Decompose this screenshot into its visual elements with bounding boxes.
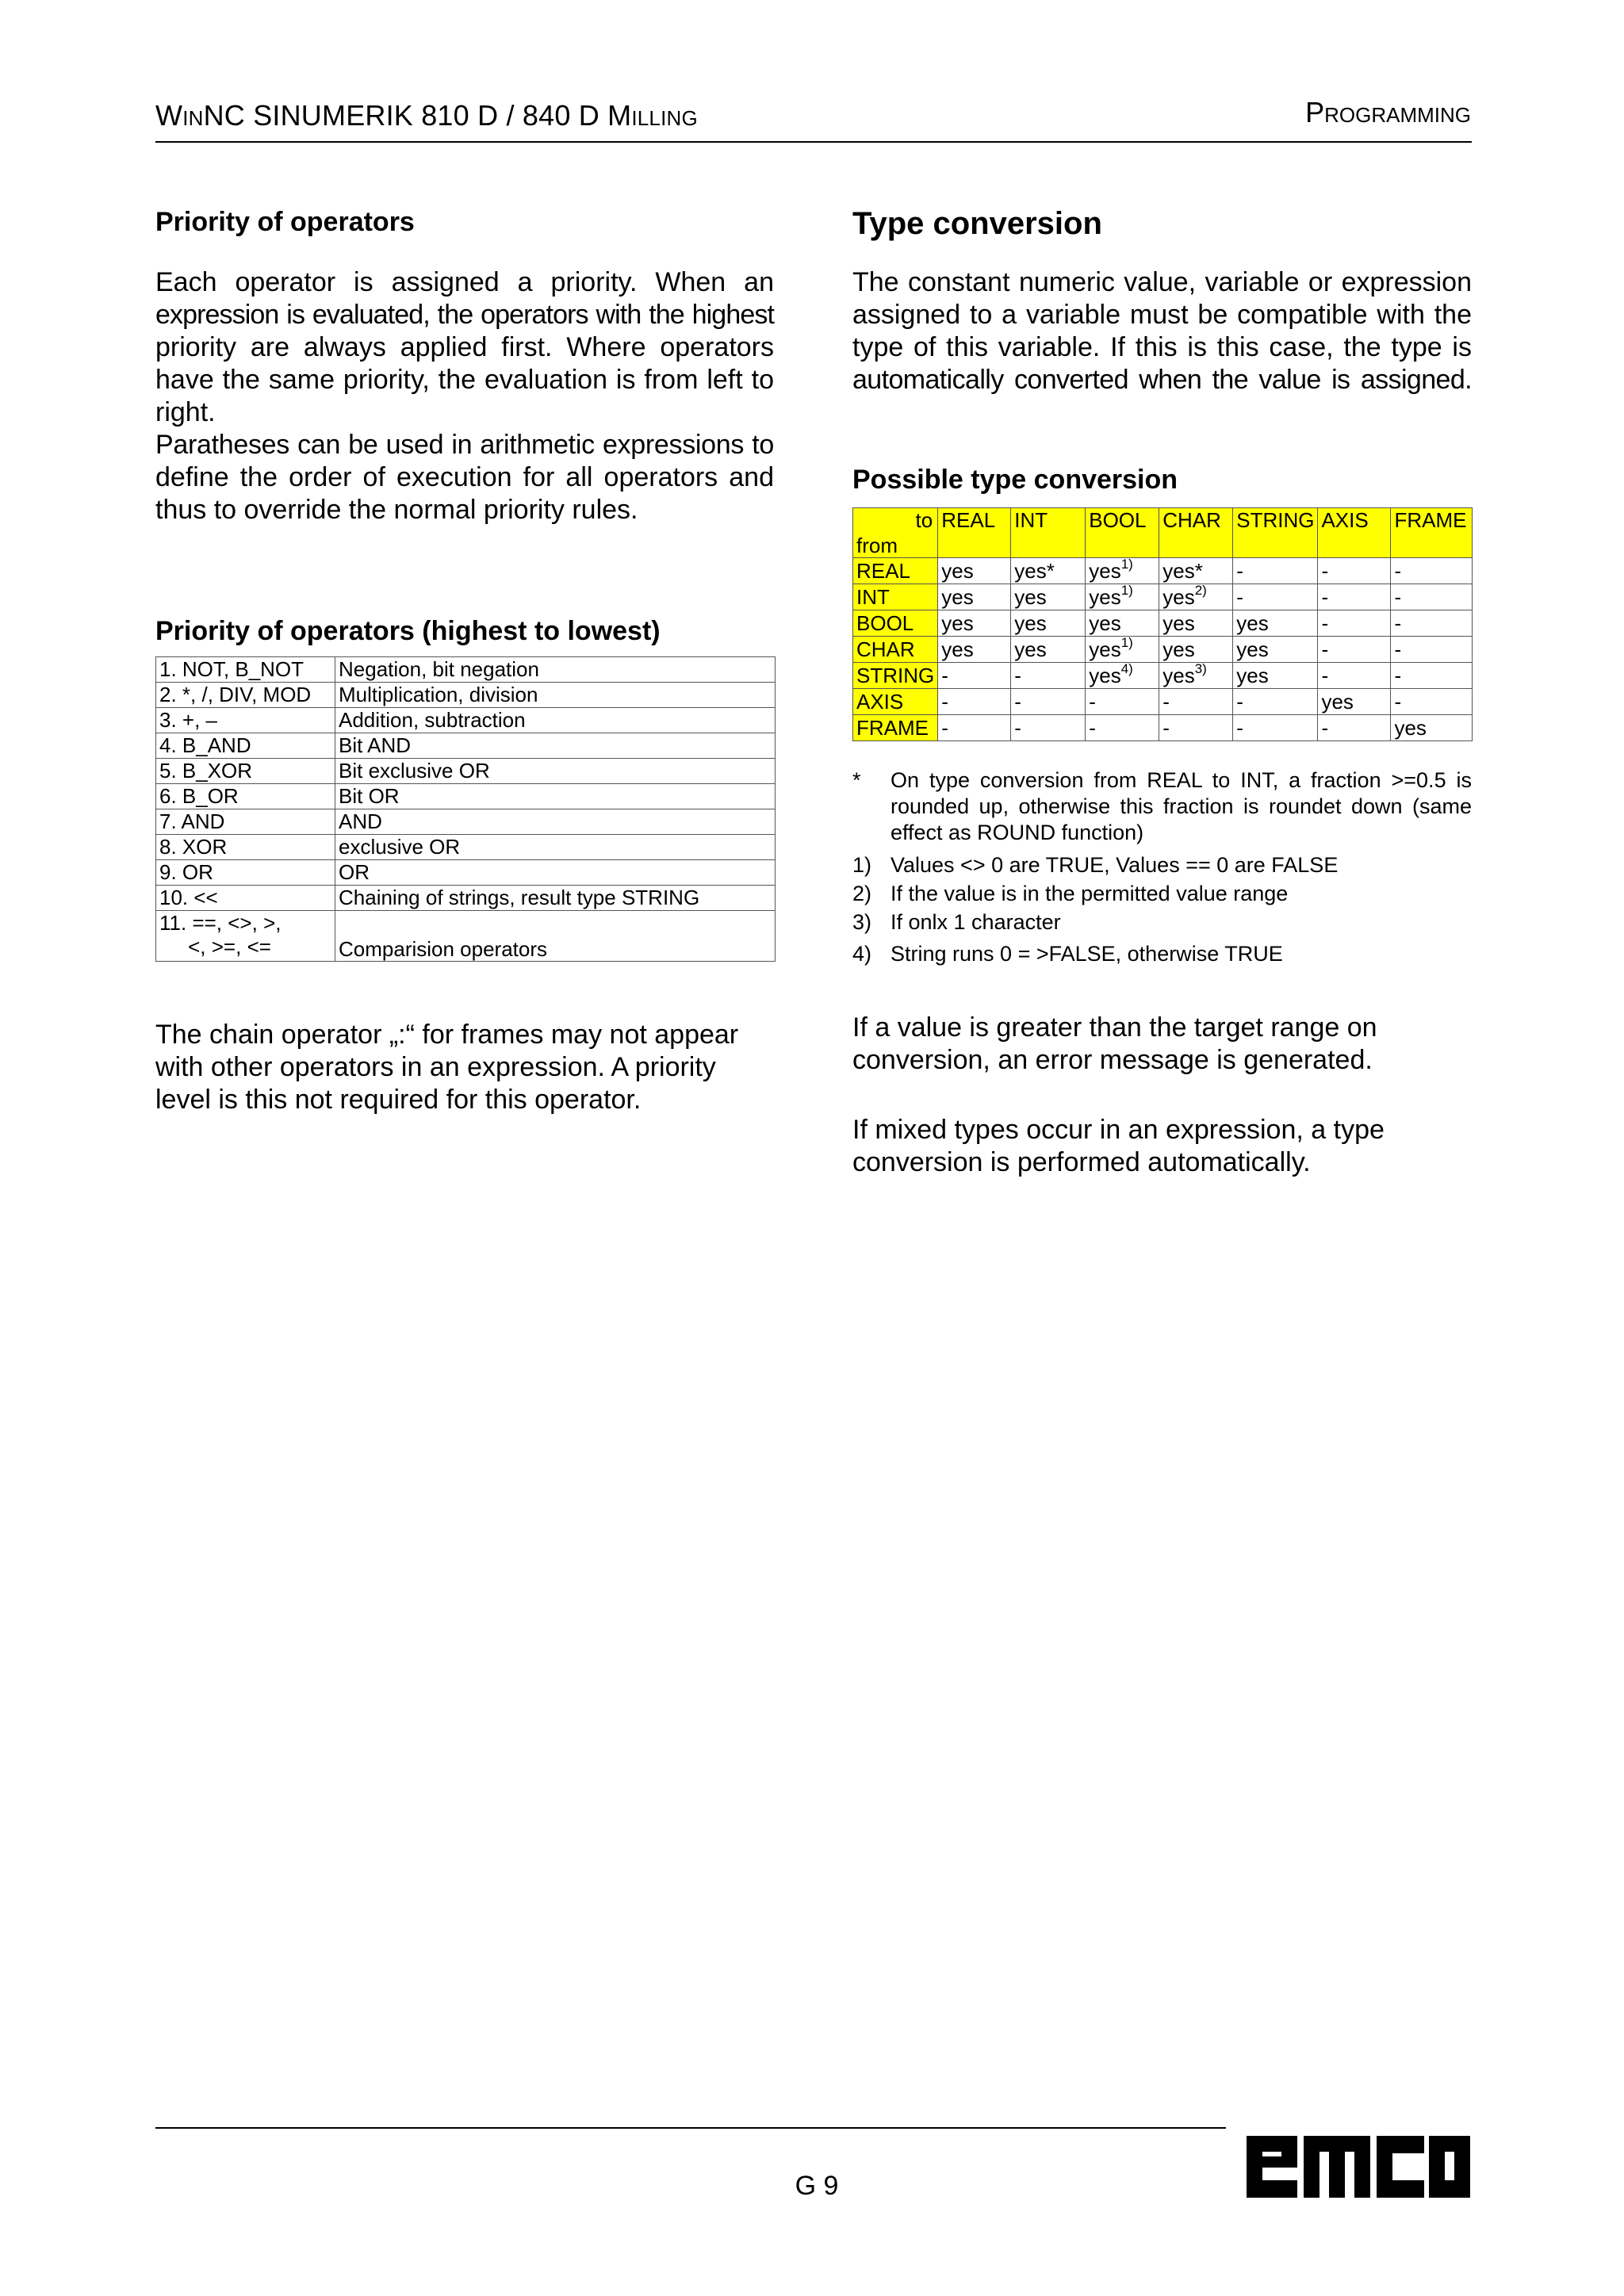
table-row: 4. B_AND Bit AND — [156, 733, 776, 759]
table-row: 10. << Chaining of strings, result type STRING — [156, 886, 776, 911]
conversion-cell: yes — [1318, 689, 1391, 715]
table-row — [853, 663, 1473, 689]
conversion-cell: - — [1318, 610, 1391, 637]
row-type-label: AXIS — [853, 689, 938, 715]
conversion-cell: yes — [938, 610, 1011, 637]
table-row — [853, 584, 1473, 610]
table-row: 6. B_OR Bit OR — [156, 784, 776, 809]
conversion-cell: - — [1159, 689, 1233, 715]
row-type-label: STRING — [853, 663, 938, 689]
footnote: 3) If onlx 1 character — [852, 910, 1061, 934]
conversion-cell: yes — [1011, 584, 1086, 610]
footnote-ref: 1) — [1120, 635, 1133, 651]
conversion-cell: yes — [1086, 610, 1159, 637]
conversion-cell: yes — [1011, 637, 1086, 663]
conversion-cell: yes — [938, 558, 1011, 584]
table-row: 8. XOR exclusive OR — [156, 835, 776, 860]
table-row: 2. *, /, DIV, MOD Multiplication, division — [156, 683, 776, 708]
conversion-cell: yes$^{3)}$ — [1159, 663, 1233, 689]
type-conversion-heading: Type conversion — [852, 206, 1102, 241]
conversion-cell: - — [1391, 558, 1473, 584]
conversion-cell: - — [1086, 689, 1159, 715]
footnote: * On type conversion from REAL to INT, a fraction >=0.5 is rounded up, otherwise this fraction is roundet down (same effect as ROUND function) — [852, 768, 1472, 844]
conversion-cell: yes — [1159, 637, 1233, 663]
footnote-ref: 1) — [1120, 557, 1133, 572]
conversion-cell: yes — [938, 584, 1011, 610]
table-row: 3. +, – Addition, subtraction — [156, 708, 776, 733]
conversion-cell: - — [1391, 689, 1473, 715]
conversion-cell: - — [1391, 663, 1473, 689]
conversion-table — [852, 507, 1473, 741]
conversion-cell: - — [1159, 715, 1233, 741]
footnote-ref: 1) — [1120, 583, 1133, 599]
conversion-cell: - — [1011, 715, 1086, 741]
conversion-cell: yes$^{1)}$ — [1086, 558, 1159, 584]
footnote-ref: 3) — [1194, 661, 1207, 677]
priority-paragraph: Each operator is assigned a priority. When an expression is evaluated, the operators with the highest priority are always applied first. Where operators have the same priority, the evaluation is from left to right. Paratheses can be used in arithmetic expressions to define the order of execution for all operators and thus to override the normal priority rules. — [155, 267, 774, 525]
range-paragraph: If a value is greater than the target range on conversion, an error message is generated. — [852, 1012, 1377, 1075]
row-type-label: REAL — [853, 558, 938, 584]
conversion-cell: yes$^{1)}$ — [1086, 584, 1159, 610]
conversion-cell: - — [1233, 715, 1318, 741]
conversion-table-heading: Possible type conversion — [852, 465, 1178, 495]
section-title: PROGRAMMING — [1305, 96, 1471, 128]
row-type-label: BOOL — [853, 610, 938, 637]
conversion-cell: yes* — [1159, 558, 1233, 584]
priority-table-heading: Priority of operators (highest to lowest) — [155, 616, 661, 646]
conversion-cell: - — [1391, 584, 1473, 610]
header-rule — [155, 141, 1472, 143]
footnote: 2) If the value is in the permitted value range — [852, 882, 1289, 905]
row-type-label: CHAR — [853, 637, 938, 663]
chain-operator-paragraph: The chain operator „:“ for frames may not appear with other operators in an expression. A priority level is this not required for this operator. — [155, 1020, 739, 1115]
conversion-cell: yes — [1233, 637, 1318, 663]
type-conversion-paragraph: The constant numeric value, variable or expression assigned to a variable must be compatible with the type of this variable. If this is this case, the type is automatically converted when the value is assigned. — [852, 267, 1472, 395]
conversion-cell: - — [938, 663, 1011, 689]
conversion-cell: yes$^{1)}$ — [1086, 637, 1159, 663]
priority-heading: Priority of operators — [155, 207, 415, 237]
conversion-cell: yes* — [1011, 558, 1086, 584]
conversion-cell: - — [1391, 610, 1473, 637]
conversion-cell: - — [1318, 584, 1391, 610]
row-type-label: INT — [853, 584, 938, 610]
conversion-cell: yes — [1391, 715, 1473, 741]
conversion-cell: - — [1318, 715, 1391, 741]
conversion-cell: - — [1318, 663, 1391, 689]
conversion-cell: yes — [1159, 610, 1233, 637]
conversion-cell: - — [1011, 663, 1086, 689]
table-row: 9. OR OR — [156, 860, 776, 886]
conversion-cell: yes$^{2)}$ — [1159, 584, 1233, 610]
conversion-cell: yes — [1233, 663, 1318, 689]
conversion-cell: - — [1233, 689, 1318, 715]
table-row: 11. ==, <>, >, <, >=, <= Comparision operators — [156, 911, 776, 962]
table-row: 7. AND AND — [156, 809, 776, 835]
conversion-cell: - — [1318, 637, 1391, 663]
table-row: 1. NOT, B_NOT Negation, bit negation — [156, 657, 776, 683]
table-header-row: to from REAL INT BOOL CHAR STRING AXIS FRAME — [853, 508, 1473, 558]
footnote-ref: 2) — [1194, 583, 1207, 599]
conversion-cell: - — [938, 689, 1011, 715]
conversion-cell: - — [1318, 558, 1391, 584]
conversion-cell: - — [1086, 715, 1159, 741]
page-number: G 9 — [795, 2171, 839, 2201]
corner-cell: to from — [856, 508, 933, 557]
conversion-cell: - — [1011, 689, 1086, 715]
conversion-cell: yes — [1233, 610, 1318, 637]
table-row: 5. B_XOR Bit exclusive OR — [156, 759, 776, 784]
footnote: 1) Values <> 0 are TRUE, Values == 0 are FALSE — [852, 853, 1339, 877]
conversion-cell: - — [1233, 558, 1318, 584]
table-row — [853, 637, 1473, 663]
conversion-cell: yes — [1011, 610, 1086, 637]
footnote-ref: 4) — [1120, 661, 1133, 677]
emco-logo — [1245, 2130, 1472, 2199]
priority-table — [155, 656, 776, 962]
conversion-cell: - — [938, 715, 1011, 741]
conversion-cell: - — [1233, 584, 1318, 610]
table-row — [853, 715, 1473, 741]
table-row — [853, 610, 1473, 637]
table-row — [853, 689, 1473, 715]
footnote: 4) String runs 0 = >FALSE, otherwise TRUE — [852, 942, 1283, 966]
conversion-cell: - — [1391, 637, 1473, 663]
table-row — [853, 558, 1473, 584]
footer-rule — [155, 2127, 1226, 2129]
row-type-label: FRAME — [853, 715, 938, 741]
mixed-types-paragraph: If mixed types occur in an expression, a type conversion is performed automatically. — [852, 1115, 1385, 1177]
document-title: WINNC SINUMERIK 810 D / 840 D MILLING — [155, 99, 698, 132]
conversion-cell: yes$^{4)}$ — [1086, 663, 1159, 689]
conversion-cell: yes — [938, 637, 1011, 663]
